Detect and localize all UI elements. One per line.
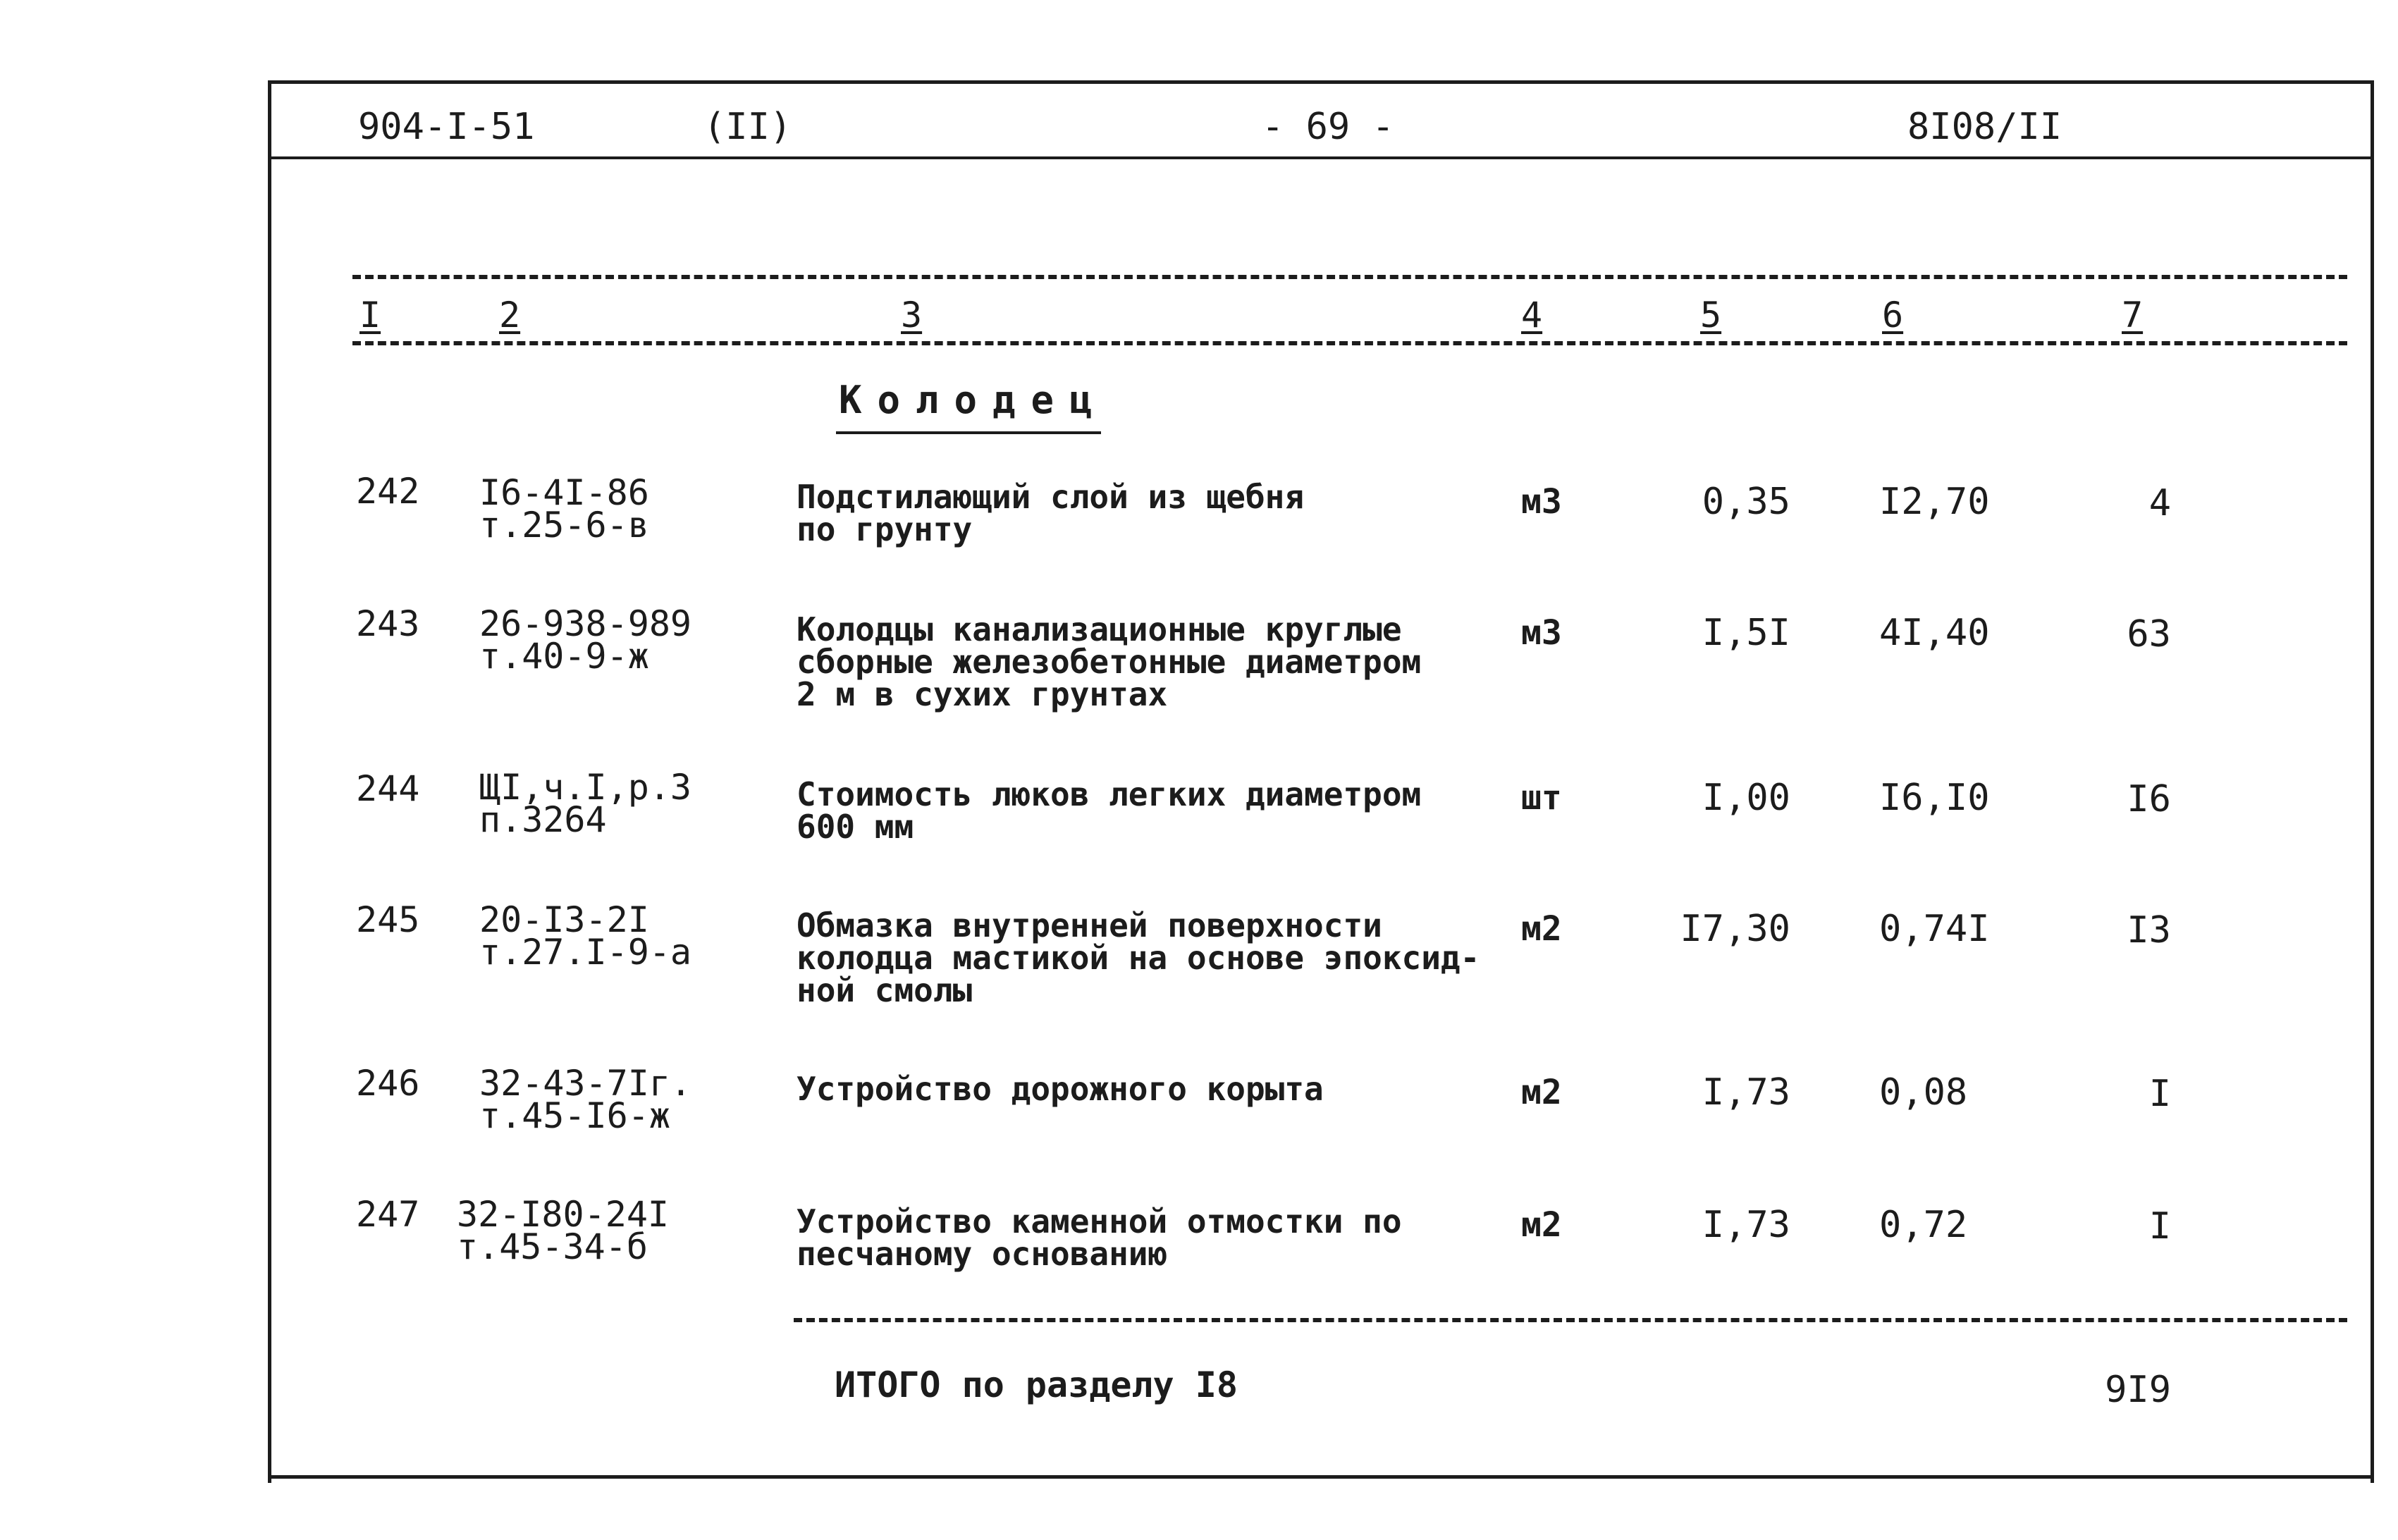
row-number: 243 <box>356 603 420 644</box>
column-number-2: 2 <box>499 295 521 335</box>
section-title-underline <box>836 431 1101 434</box>
quantity: I,73 <box>1702 1204 1790 1246</box>
frame-right-border <box>2371 80 2374 1483</box>
work-description-line1: Обмазка внутренней поверхности <box>797 906 1382 944</box>
total-cost: 4 <box>2148 482 2171 524</box>
column-number-3: 3 <box>901 295 923 335</box>
column-number-6: 6 <box>1882 295 1904 335</box>
unit: м3 <box>1521 613 1562 653</box>
work-description-line1: Стоимость люков легких диаметром <box>797 775 1422 813</box>
norm-code-line2: п.3264 <box>479 799 607 840</box>
unit-price: I2,70 <box>1879 481 1990 523</box>
work-description-line2: 600 мм <box>797 808 914 846</box>
column-number-7: 7 <box>2122 295 2144 335</box>
work-description-line1: Подстилающий слой из щебня <box>797 478 1305 516</box>
frame-top-border <box>268 80 2374 84</box>
norm-code-line1: ЩI,ч.I,р.3 <box>479 767 692 808</box>
column-header-top-rule <box>352 275 2347 279</box>
unit: шт <box>1521 778 1562 818</box>
norm-code-line1: 26-938-989 <box>479 603 692 644</box>
frame-bottom-border <box>268 1475 2374 1479</box>
work-description-line3: ной смолы <box>797 971 973 1009</box>
column-number-5: 5 <box>1700 295 1722 335</box>
unit-price: 0,72 <box>1879 1204 1968 1246</box>
norm-code-line1: 32-43-7Iг. <box>479 1063 692 1104</box>
quantity: I7,30 <box>1680 908 1790 950</box>
unit-price: 0,08 <box>1879 1071 1968 1114</box>
unit-price: 0,74I <box>1879 908 1990 950</box>
row-number: 245 <box>356 899 420 940</box>
unit-price: I6,I0 <box>1879 777 1990 819</box>
work-description-line2: песчаному основанию <box>797 1235 1168 1273</box>
column-header-bottom-rule <box>352 341 2347 345</box>
quantity: I,5I <box>1702 612 1790 654</box>
norm-code-line1: I6-4I-86 <box>479 472 649 513</box>
frame-left-border <box>268 80 271 1483</box>
row-number: 242 <box>356 471 420 512</box>
work-description-line2: колодца мастикой на основе эпоксид- <box>797 939 1480 977</box>
work-description-line1: Устройство дорожного корыта <box>797 1070 1324 1108</box>
doc-number: 904-I-51 <box>358 106 535 148</box>
unit: м2 <box>1521 1073 1562 1112</box>
norm-code-line1: 20-I3-2I <box>479 899 649 940</box>
norm-code-line2: т.40-9-ж <box>479 636 649 677</box>
quantity: 0,35 <box>1702 481 1790 523</box>
norm-code-line2: т.25-6-в <box>479 505 649 546</box>
total-cost: I <box>2148 1205 2171 1248</box>
work-description-line1: Устройство каменной отмостки по <box>797 1202 1402 1240</box>
totals-rule <box>794 1318 2347 1322</box>
quantity: I,73 <box>1702 1071 1790 1114</box>
header-divider <box>268 156 2374 159</box>
total-cost: I <box>2148 1073 2171 1115</box>
column-number-4: 4 <box>1521 295 1543 335</box>
section-title: Колодец <box>839 378 1108 422</box>
work-description-line2: по грунту <box>797 510 973 548</box>
work-description-line2: сборные железобетонные диаметром <box>797 643 1422 681</box>
unit-price: 4I,40 <box>1879 612 1990 654</box>
total-value: 9I9 <box>2105 1369 2171 1411</box>
norm-code-line2: т.45-34-б <box>457 1226 648 1267</box>
work-description-line1: Колодцы канализационные круглые <box>797 610 1402 648</box>
total-cost: 63 <box>2127 613 2171 655</box>
total-cost: I3 <box>2127 909 2171 951</box>
page-number: - 69 - <box>1262 106 1394 148</box>
work-description-line3: 2 м в сухих грунтах <box>797 675 1168 713</box>
row-number: 247 <box>356 1194 420 1235</box>
unit: м2 <box>1521 1205 1562 1245</box>
norm-code-line2: т.27.I-9-а <box>479 932 692 973</box>
doc-part: (II) <box>703 106 792 148</box>
unit: м2 <box>1521 909 1562 949</box>
quantity: I,00 <box>1702 777 1790 819</box>
row-number: 246 <box>356 1063 420 1104</box>
norm-code-line1: 32-I80-24I <box>457 1194 670 1235</box>
row-number: 244 <box>356 768 420 809</box>
column-number-1: I <box>359 295 381 335</box>
unit: м3 <box>1521 482 1562 522</box>
norm-code-line2: т.45-I6-ж <box>479 1095 670 1136</box>
total-label: ИТОГО по разделу I8 <box>835 1365 1238 1405</box>
total-cost: I6 <box>2127 778 2171 820</box>
doc-code: 8I08/II <box>1907 106 2062 148</box>
